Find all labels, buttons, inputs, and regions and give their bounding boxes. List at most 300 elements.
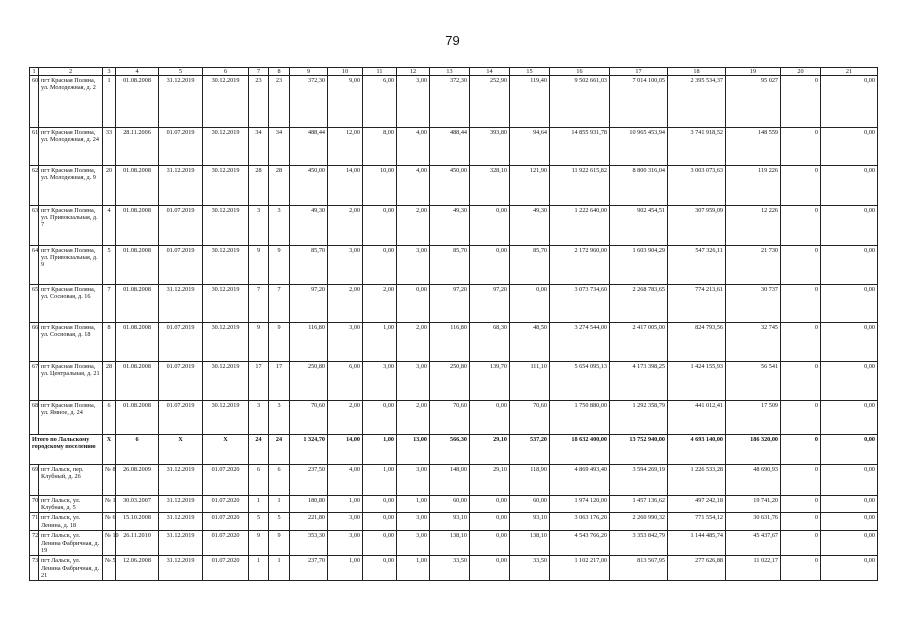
- table-cell: 0: [781, 362, 821, 401]
- table-cell: 56 541: [726, 362, 781, 401]
- table-cell: 60,00: [430, 496, 470, 513]
- column-number-row: [30, 68, 878, 76]
- table-cell: 3,00: [397, 246, 430, 285]
- table-cell: 237,50: [290, 465, 328, 496]
- table-cell: 01.08.2008: [116, 362, 159, 401]
- table-cell: 488,44: [290, 128, 328, 166]
- table-cell: 1 226 533,28: [668, 465, 726, 496]
- total-cell: 537,20: [510, 435, 550, 465]
- column-number-cell: 19: [726, 68, 781, 76]
- table-cell: 0,00: [821, 128, 878, 166]
- table-cell: 7: [103, 285, 116, 323]
- table-cell: 30.12.2019: [203, 362, 249, 401]
- table-cell: 1: [249, 496, 269, 513]
- table-cell: 0,00: [470, 531, 510, 556]
- table-cell: 12 226: [726, 206, 781, 246]
- table-cell: 0: [781, 285, 821, 323]
- table-cell: 97,20: [430, 285, 470, 323]
- column-number-cell: 6: [203, 68, 249, 76]
- table-cell: 3 073 734,60: [550, 285, 610, 323]
- total-cell: 29,10: [470, 435, 510, 465]
- table-cell: 32 745: [726, 323, 781, 362]
- table-cell: пгт Красная Поляна, ул. Сосновая, д. 16: [39, 285, 103, 323]
- table-cell: 1,00: [363, 465, 397, 496]
- table-cell: 2,00: [328, 285, 363, 323]
- column-number-cell: 11: [363, 68, 397, 76]
- table-cell: пгт Красная Поляна, ул. Сосновая, д. 18: [39, 323, 103, 362]
- table-cell: 1 102 217,00: [550, 556, 610, 580]
- table-row: [30, 246, 878, 285]
- table-cell: 4,00: [397, 166, 430, 206]
- column-number-cell: 5: [159, 68, 203, 76]
- table-cell: 0,00: [821, 76, 878, 128]
- table-cell: 67: [30, 362, 39, 401]
- table-cell: 0,00: [821, 465, 878, 496]
- table-cell: 1,00: [328, 556, 363, 580]
- table-cell: 148,00: [430, 465, 470, 496]
- table-cell: 9: [249, 323, 269, 362]
- table-cell: 23: [269, 76, 290, 128]
- table-cell: 69: [30, 465, 39, 496]
- table-cell: 3 353 842,79: [610, 531, 668, 556]
- total-cell: 24: [269, 435, 290, 465]
- table-cell: 450,00: [290, 166, 328, 206]
- table-cell: 180,80: [290, 496, 328, 513]
- table-cell: 49,30: [510, 206, 550, 246]
- table-cell: 2 417 005,00: [610, 323, 668, 362]
- registry-table: [29, 67, 878, 581]
- table-cell: 28.11.2006: [116, 128, 159, 166]
- table-cell: 139,70: [470, 362, 510, 401]
- table-cell: 9,00: [328, 76, 363, 128]
- total-cell: 0,00: [821, 435, 878, 465]
- table-cell: 3: [269, 206, 290, 246]
- table-cell: 8 800 316,04: [610, 166, 668, 206]
- table-cell: 2,00: [328, 206, 363, 246]
- table-cell: 11 922 615,82: [550, 166, 610, 206]
- table-cell: 1 603 904,29: [610, 246, 668, 285]
- table-cell: 0,00: [821, 362, 878, 401]
- table-cell: пгт Лальск, ул. Ленина Фабричная, д. 19: [39, 531, 103, 556]
- table-cell: 7 014 100,05: [610, 76, 668, 128]
- table-cell: 60: [30, 76, 39, 128]
- table-cell: 33,50: [510, 556, 550, 580]
- table-cell: 11 022,17: [726, 556, 781, 580]
- table-cell: 277 626,88: [668, 556, 726, 580]
- table-cell: 70,60: [510, 401, 550, 435]
- table-cell: 63: [30, 206, 39, 246]
- table-cell: 774 213,61: [668, 285, 726, 323]
- table-cell: 497 242,18: [668, 496, 726, 513]
- table-cell: 3: [269, 401, 290, 435]
- table-row: [30, 556, 878, 580]
- table-cell: 2,00: [397, 323, 430, 362]
- table-cell: 49,30: [430, 206, 470, 246]
- table-cell: 221,80: [290, 513, 328, 531]
- column-number-cell: 13: [430, 68, 470, 76]
- table-cell: 3: [249, 401, 269, 435]
- table-cell: 3,00: [328, 531, 363, 556]
- table-cell: 01.07.2020: [203, 531, 249, 556]
- table-row: [30, 496, 878, 513]
- table-cell: 1 750 880,00: [550, 401, 610, 435]
- table-cell: 771 554,12: [668, 513, 726, 531]
- table-cell: 62: [30, 166, 39, 206]
- table-cell: 31.12.2019: [159, 285, 203, 323]
- table-cell: 488,44: [430, 128, 470, 166]
- table-cell: 6,00: [363, 76, 397, 128]
- table-cell: 21 730: [726, 246, 781, 285]
- table-cell: № 6: [103, 513, 116, 531]
- table-cell: 72: [30, 531, 39, 556]
- table-cell: 01.07.2020: [203, 465, 249, 496]
- table-cell: 2,00: [397, 401, 430, 435]
- table-cell: 902 454,51: [610, 206, 668, 246]
- table-cell: 29,10: [470, 465, 510, 496]
- table-cell: 2,00: [363, 285, 397, 323]
- table-cell: пгт Лальск, ул. Клубная, д. 5: [39, 496, 103, 513]
- table-cell: 138,10: [430, 531, 470, 556]
- total-row: [30, 435, 878, 465]
- table-row: [30, 285, 878, 323]
- table-cell: 30.12.2019: [203, 76, 249, 128]
- column-number-cell: 12: [397, 68, 430, 76]
- table-cell: 0: [781, 496, 821, 513]
- column-number-cell: 21: [821, 68, 878, 76]
- table-cell: 0,00: [821, 531, 878, 556]
- table-cell: 17 509: [726, 401, 781, 435]
- table-cell: 65: [30, 285, 39, 323]
- table-cell: 1 222 640,00: [550, 206, 610, 246]
- table-cell: 111,10: [510, 362, 550, 401]
- table-cell: 1: [269, 556, 290, 580]
- table-cell: № 10: [103, 531, 116, 556]
- table-cell: 1,00: [363, 323, 397, 362]
- table-cell: 33: [103, 128, 116, 166]
- table-cell: пгт Красная Поляна, ул. Центральная, д. 21: [39, 362, 103, 401]
- table-cell: 9: [269, 246, 290, 285]
- table-cell: 01.07.2019: [159, 206, 203, 246]
- table-cell: 0: [781, 76, 821, 128]
- table-cell: 2 395 534,37: [668, 76, 726, 128]
- table-cell: 118,90: [510, 465, 550, 496]
- table-cell: 4 869 493,40: [550, 465, 610, 496]
- table-cell: 01.07.2019: [159, 401, 203, 435]
- column-number-cell: 2: [39, 68, 103, 76]
- table-cell: 1: [249, 556, 269, 580]
- table-cell: 4,00: [328, 465, 363, 496]
- table-cell: 28: [269, 166, 290, 206]
- table-cell: 85,70: [290, 246, 328, 285]
- table-cell: 01.08.2008: [116, 166, 159, 206]
- table-cell: 393,80: [470, 128, 510, 166]
- table-row: [30, 128, 878, 166]
- table-cell: 45 437,67: [726, 531, 781, 556]
- table-cell: 93,10: [510, 513, 550, 531]
- table-cell: 4 543 766,20: [550, 531, 610, 556]
- table-cell: 0,00: [821, 285, 878, 323]
- table-cell: 119,40: [510, 76, 550, 128]
- table-cell: 7: [269, 285, 290, 323]
- total-cell: X: [103, 435, 116, 465]
- table-cell: 26.08.2009: [116, 465, 159, 496]
- table-cell: 1: [269, 496, 290, 513]
- table-cell: 30 737: [726, 285, 781, 323]
- table-cell: 116,80: [290, 323, 328, 362]
- table-cell: 71: [30, 513, 39, 531]
- column-number-cell: 18: [668, 68, 726, 76]
- table-cell: 31.12.2019: [159, 531, 203, 556]
- table-cell: пгт Лальск, пер. Клубный, д. 26: [39, 465, 103, 496]
- table-cell: 10,00: [363, 166, 397, 206]
- table-cell: 33,50: [430, 556, 470, 580]
- table-cell: 0,00: [470, 496, 510, 513]
- table-cell: пгт Лальск, ул. Ленина Фабричная, д. 21: [39, 556, 103, 580]
- table-cell: 17: [249, 362, 269, 401]
- table-cell: пгт Красная Поляна, ул. Привокзальная, д. 7: [39, 206, 103, 246]
- table-cell: 3,00: [397, 76, 430, 128]
- table-row: [30, 465, 878, 496]
- table-cell: 1,00: [397, 496, 430, 513]
- table-cell: 2 172 960,00: [550, 246, 610, 285]
- table-cell: 10 965 453,94: [610, 128, 668, 166]
- table-cell: 01.07.2020: [203, 496, 249, 513]
- table-cell: 0,00: [821, 206, 878, 246]
- table-cell: 30.12.2019: [203, 401, 249, 435]
- table-cell: 0,00: [821, 556, 878, 580]
- table-cell: 0,00: [821, 513, 878, 531]
- table-cell: 31.12.2019: [159, 76, 203, 128]
- table-cell: 64: [30, 246, 39, 285]
- table-cell: 2,00: [397, 206, 430, 246]
- table-cell: 01.07.2019: [159, 323, 203, 362]
- column-number-cell: 10: [328, 68, 363, 76]
- table-cell: пгт Красная Поляна, ул. Молодежная, д. 24: [39, 128, 103, 166]
- table-cell: 0,00: [397, 285, 430, 323]
- table-cell: 0,00: [821, 323, 878, 362]
- table-cell: 93,10: [430, 513, 470, 531]
- table-cell: 2 260 990,32: [610, 513, 668, 531]
- table-row: [30, 323, 878, 362]
- table-cell: 97,20: [470, 285, 510, 323]
- table-cell: пгт Красная Поляна, ул. Ямное, д. 24: [39, 401, 103, 435]
- table-cell: 17: [269, 362, 290, 401]
- column-number-cell: 16: [550, 68, 610, 76]
- total-cell: 24: [249, 435, 269, 465]
- table-cell: 4,00: [397, 128, 430, 166]
- table-cell: 824 793,56: [668, 323, 726, 362]
- table-cell: 85,70: [510, 246, 550, 285]
- table-cell: 0: [781, 128, 821, 166]
- table-row: [30, 76, 878, 128]
- table-cell: 49,30: [290, 206, 328, 246]
- table-cell: 01.07.2019: [159, 362, 203, 401]
- table-cell: 0,00: [363, 246, 397, 285]
- table-cell: 0,00: [363, 496, 397, 513]
- table-cell: 0: [781, 465, 821, 496]
- total-cell: 4 693 140,00: [668, 435, 726, 465]
- table-cell: 0,00: [363, 513, 397, 531]
- table-cell: пгт Красная Поляна, ул. Молодежная, д. 2: [39, 76, 103, 128]
- table-cell: 6: [269, 465, 290, 496]
- table-cell: 30 631,76: [726, 513, 781, 531]
- table-cell: пгт Лальск, ул. Ленина, д. 18: [39, 513, 103, 531]
- table-cell: 01.08.2008: [116, 206, 159, 246]
- table-cell: 1: [103, 76, 116, 128]
- table-cell: 97,20: [290, 285, 328, 323]
- table-cell: 1 974 120,00: [550, 496, 610, 513]
- table-cell: 30.12.2019: [203, 246, 249, 285]
- table-cell: 1 457 136,62: [610, 496, 668, 513]
- column-number-cell: 3: [103, 68, 116, 76]
- table-cell: 3,00: [397, 531, 430, 556]
- column-number-cell: 15: [510, 68, 550, 76]
- table-cell: 9 502 661,03: [550, 76, 610, 128]
- table-cell: 2,00: [328, 401, 363, 435]
- table-cell: 34: [269, 128, 290, 166]
- table-cell: 12.06.2008: [116, 556, 159, 580]
- table-cell: 3,00: [397, 465, 430, 496]
- table-cell: 1 144 485,74: [668, 531, 726, 556]
- table-cell: 0,00: [821, 246, 878, 285]
- table-cell: 1,00: [328, 496, 363, 513]
- table-cell: 1 292 358,79: [610, 401, 668, 435]
- table-cell: 6,00: [328, 362, 363, 401]
- table-cell: 116,80: [430, 323, 470, 362]
- table-cell: пгт Красная Поляна, ул. Привокзальная, д. 9: [39, 246, 103, 285]
- table-cell: 4 173 398,25: [610, 362, 668, 401]
- table-cell: 0,00: [470, 246, 510, 285]
- table-cell: 01.07.2019: [159, 246, 203, 285]
- table-cell: 9: [249, 246, 269, 285]
- table-cell: 15.10.2008: [116, 513, 159, 531]
- table-cell: 30.12.2019: [203, 128, 249, 166]
- table-cell: 01.08.2008: [116, 76, 159, 128]
- table-cell: 61: [30, 128, 39, 166]
- table-cell: 7: [249, 285, 269, 323]
- table-cell: 9: [249, 531, 269, 556]
- table-cell: 31.12.2019: [159, 465, 203, 496]
- total-cell: 18 632 400,00: [550, 435, 610, 465]
- table-cell: 2 268 783,65: [610, 285, 668, 323]
- table-cell: 0,00: [363, 556, 397, 580]
- table-cell: 01.08.2008: [116, 401, 159, 435]
- table-body: [30, 68, 878, 581]
- table-cell: 31.12.2019: [159, 166, 203, 206]
- table-cell: 26.11.2010: [116, 531, 159, 556]
- total-cell: 566,30: [430, 435, 470, 465]
- table-cell: 14 855 931,78: [550, 128, 610, 166]
- table-cell: 148 559: [726, 128, 781, 166]
- total-cell: 14,00: [328, 435, 363, 465]
- table-cell: 3 741 918,52: [668, 128, 726, 166]
- total-cell: 1,00: [363, 435, 397, 465]
- table-cell: 5: [249, 513, 269, 531]
- table-cell: 66: [30, 323, 39, 362]
- table-row: [30, 362, 878, 401]
- table-row: [30, 531, 878, 556]
- table-cell: 0,00: [470, 206, 510, 246]
- table-cell: 3: [249, 206, 269, 246]
- column-number-cell: 7: [249, 68, 269, 76]
- table-cell: 28: [103, 362, 116, 401]
- table-cell: 68,30: [470, 323, 510, 362]
- table-cell: 0,00: [821, 401, 878, 435]
- table-cell: 01.07.2019: [159, 128, 203, 166]
- table-cell: 0,00: [363, 531, 397, 556]
- column-number-cell: 9: [290, 68, 328, 76]
- total-cell: X: [203, 435, 249, 465]
- table-cell: 441 012,41: [668, 401, 726, 435]
- table-cell: 5: [269, 513, 290, 531]
- table-cell: 138,10: [510, 531, 550, 556]
- table-cell: 60,00: [510, 496, 550, 513]
- table-cell: 0,00: [363, 206, 397, 246]
- column-number-cell: 4: [116, 68, 159, 76]
- table-cell: 3,00: [363, 362, 397, 401]
- column-number-cell: 17: [610, 68, 668, 76]
- table-cell: 95 027: [726, 76, 781, 128]
- column-number-cell: 14: [470, 68, 510, 76]
- table-cell: 12,00: [328, 128, 363, 166]
- total-cell: 13,00: [397, 435, 430, 465]
- table-cell: 31.12.2019: [159, 556, 203, 580]
- table-cell: 0,00: [510, 285, 550, 323]
- table-cell: 547 326,11: [668, 246, 726, 285]
- table-cell: 9: [269, 323, 290, 362]
- table-row: [30, 513, 878, 531]
- total-cell: 13 752 940,00: [610, 435, 668, 465]
- table-cell: 372,30: [290, 76, 328, 128]
- table-cell: 48,50: [510, 323, 550, 362]
- table-cell: 30.12.2019: [203, 206, 249, 246]
- table-cell: 3,00: [328, 246, 363, 285]
- table-cell: 0: [781, 513, 821, 531]
- table-cell: 94,64: [510, 128, 550, 166]
- table-cell: 372,30: [430, 76, 470, 128]
- table-cell: 1 424 155,93: [668, 362, 726, 401]
- table-row: [30, 401, 878, 435]
- table-cell: 8: [103, 323, 116, 362]
- table-cell: 01.07.2020: [203, 556, 249, 580]
- column-number-cell: 1: [30, 68, 39, 76]
- total-label: Итого по Лальскому городскому поселению: [30, 435, 103, 465]
- table-cell: 3,00: [397, 362, 430, 401]
- table-cell: 48 690,93: [726, 465, 781, 496]
- table-cell: 4: [103, 206, 116, 246]
- table-cell: 01.08.2008: [116, 323, 159, 362]
- table-cell: 9: [269, 531, 290, 556]
- table-cell: 30.12.2019: [203, 323, 249, 362]
- table-cell: 3 594 269,19: [610, 465, 668, 496]
- table-cell: 5: [103, 246, 116, 285]
- table-cell: 31.12.2019: [159, 496, 203, 513]
- table-cell: 01.07.2020: [203, 513, 249, 531]
- table-cell: 3 274 544,00: [550, 323, 610, 362]
- table-cell: 0,00: [363, 401, 397, 435]
- total-cell: X: [159, 435, 203, 465]
- total-cell: 0: [781, 435, 821, 465]
- table-cell: 23: [249, 76, 269, 128]
- table-cell: 250,80: [430, 362, 470, 401]
- table-cell: 450,00: [430, 166, 470, 206]
- table-cell: 0: [781, 323, 821, 362]
- table-cell: 30.12.2019: [203, 166, 249, 206]
- table-cell: 70,60: [290, 401, 328, 435]
- table-cell: 1,00: [397, 556, 430, 580]
- table-cell: 70,60: [430, 401, 470, 435]
- table-cell: 6: [103, 401, 116, 435]
